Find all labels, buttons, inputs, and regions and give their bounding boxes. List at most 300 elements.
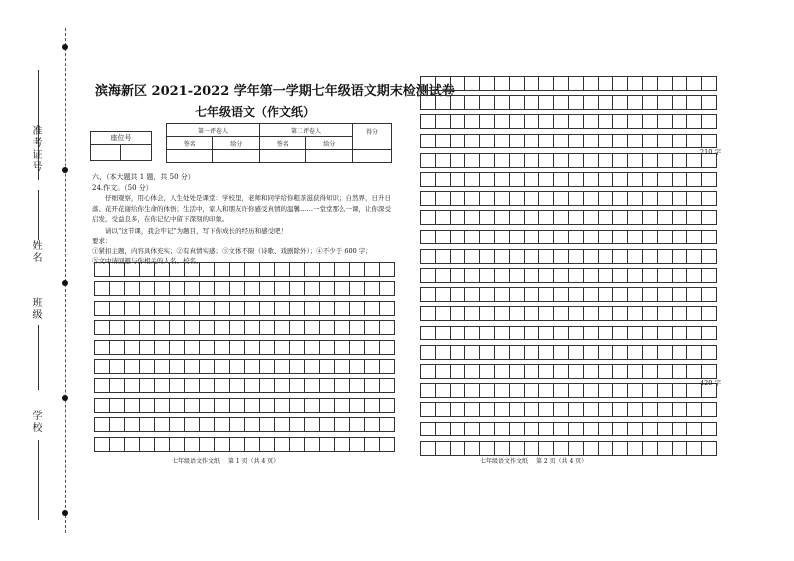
grid-cell[interactable] <box>686 230 702 245</box>
grid-cell[interactable] <box>435 383 451 398</box>
grid-cell[interactable] <box>701 230 717 245</box>
grid-cell[interactable] <box>627 230 643 245</box>
grid-cell[interactable] <box>154 301 170 316</box>
grid-cell[interactable] <box>124 437 140 452</box>
grid-cell[interactable] <box>184 398 200 413</box>
grid-cell[interactable] <box>450 364 466 379</box>
grid-cell[interactable] <box>657 95 673 110</box>
class-field[interactable] <box>38 325 39 390</box>
grid-cell[interactable] <box>509 210 525 225</box>
first-sign-cell[interactable] <box>167 150 213 163</box>
grid-cell[interactable] <box>420 230 436 245</box>
grid-cell[interactable] <box>612 326 628 341</box>
grid-cell[interactable] <box>199 437 215 452</box>
grid-cell[interactable] <box>598 114 614 129</box>
grid-cell[interactable] <box>214 437 230 452</box>
grid-cell[interactable] <box>553 153 569 168</box>
grid-cell[interactable] <box>642 345 658 360</box>
grid-cell[interactable] <box>494 95 510 110</box>
grid-cell[interactable] <box>349 320 365 335</box>
grid-cell[interactable] <box>583 268 599 283</box>
grid-cell[interactable] <box>538 422 554 437</box>
grid-cell[interactable] <box>94 262 110 277</box>
grid-cell[interactable] <box>184 359 200 374</box>
grid-cell[interactable] <box>568 134 584 149</box>
grid-cell[interactable] <box>464 153 480 168</box>
grid-cell[interactable] <box>598 441 614 456</box>
grid-cell[interactable] <box>598 326 614 341</box>
grid-cell[interactable] <box>672 114 688 129</box>
grid-cell[interactable] <box>289 417 305 432</box>
first-points-cell[interactable] <box>213 150 260 163</box>
grid-cell[interactable] <box>657 364 673 379</box>
grid-cell[interactable] <box>568 114 584 129</box>
grid-cell[interactable] <box>435 153 451 168</box>
grid-cell[interactable] <box>229 437 245 452</box>
grid-cell[interactable] <box>686 441 702 456</box>
grid-cell[interactable] <box>154 398 170 413</box>
grid-cell[interactable] <box>364 359 380 374</box>
grid-cell[interactable] <box>319 378 335 393</box>
grid-cell[interactable] <box>464 345 480 360</box>
grid-cell[interactable] <box>701 441 717 456</box>
grid-cell[interactable] <box>524 230 540 245</box>
grid-cell[interactable] <box>334 340 350 355</box>
grid-cell[interactable] <box>139 378 155 393</box>
grid-cell[interactable] <box>334 437 350 452</box>
grid-cell[interactable] <box>124 301 140 316</box>
grid-cell[interactable] <box>494 364 510 379</box>
grid-cell[interactable] <box>509 383 525 398</box>
grid-cell[interactable] <box>494 191 510 206</box>
grid-cell[interactable] <box>420 345 436 360</box>
grid-cell[interactable] <box>524 191 540 206</box>
grid-cell[interactable] <box>319 417 335 432</box>
grid-cell[interactable] <box>494 441 510 456</box>
grid-cell[interactable] <box>450 383 466 398</box>
grid-cell[interactable] <box>553 172 569 187</box>
grid-cell[interactable] <box>450 345 466 360</box>
grid-cell[interactable] <box>109 281 125 296</box>
grid-cell[interactable] <box>583 383 599 398</box>
grid-cell[interactable] <box>304 301 320 316</box>
grid-cell[interactable] <box>642 422 658 437</box>
grid-cell[interactable] <box>627 383 643 398</box>
grid-cell[interactable] <box>420 402 436 417</box>
grid-cell[interactable] <box>672 134 688 149</box>
grid-cell[interactable] <box>450 191 466 206</box>
grid-cell[interactable] <box>435 306 451 321</box>
grid-cell[interactable] <box>642 306 658 321</box>
grid-cell[interactable] <box>154 262 170 277</box>
grid-cell[interactable] <box>229 281 245 296</box>
grid-cell[interactable] <box>672 76 688 91</box>
grid-cell[interactable] <box>672 249 688 264</box>
grid-cell[interactable] <box>627 402 643 417</box>
grid-cell[interactable] <box>304 378 320 393</box>
grid-cell[interactable] <box>686 364 702 379</box>
grid-cell[interactable] <box>124 320 140 335</box>
grid-cell[interactable] <box>379 359 395 374</box>
grid-cell[interactable] <box>199 417 215 432</box>
grid-cell[interactable] <box>94 398 110 413</box>
grid-cell[interactable] <box>553 364 569 379</box>
grid-cell[interactable] <box>612 191 628 206</box>
grid-cell[interactable] <box>568 76 584 91</box>
grid-cell[interactable] <box>450 441 466 456</box>
grid-cell[interactable] <box>364 262 380 277</box>
grid-cell[interactable] <box>672 210 688 225</box>
grid-cell[interactable] <box>139 340 155 355</box>
grid-cell[interactable] <box>701 326 717 341</box>
grid-cell[interactable] <box>124 359 140 374</box>
grid-cell[interactable] <box>244 417 260 432</box>
grid-cell[interactable] <box>583 172 599 187</box>
grid-cell[interactable] <box>583 76 599 91</box>
grid-cell[interactable] <box>420 249 436 264</box>
grid-cell[interactable] <box>139 417 155 432</box>
grid-cell[interactable] <box>672 422 688 437</box>
grid-cell[interactable] <box>450 76 466 91</box>
grid-cell[interactable] <box>598 422 614 437</box>
grid-cell[interactable] <box>94 281 110 296</box>
grid-cell[interactable] <box>199 281 215 296</box>
grid-cell[interactable] <box>598 383 614 398</box>
grid-cell[interactable] <box>464 210 480 225</box>
grid-cell[interactable] <box>244 398 260 413</box>
grid-cell[interactable] <box>657 249 673 264</box>
grid-cell[interactable] <box>319 320 335 335</box>
grid-cell[interactable] <box>154 359 170 374</box>
grid-cell[interactable] <box>672 383 688 398</box>
grid-cell[interactable] <box>686 306 702 321</box>
grid-cell[interactable] <box>464 364 480 379</box>
grid-cell[interactable] <box>169 281 185 296</box>
grid-cell[interactable] <box>319 398 335 413</box>
grid-cell[interactable] <box>364 417 380 432</box>
grid-cell[interactable] <box>479 249 495 264</box>
grid-cell[interactable] <box>538 383 554 398</box>
grid-cell[interactable] <box>598 402 614 417</box>
grid-cell[interactable] <box>435 326 451 341</box>
grid-cell[interactable] <box>184 340 200 355</box>
grid-cell[interactable] <box>612 114 628 129</box>
grid-cell[interactable] <box>420 441 436 456</box>
grid-cell[interactable] <box>420 383 436 398</box>
grid-cell[interactable] <box>494 172 510 187</box>
grid-cell[interactable] <box>214 301 230 316</box>
grid-cell[interactable] <box>494 287 510 302</box>
grid-cell[interactable] <box>524 153 540 168</box>
grid-cell[interactable] <box>289 378 305 393</box>
grid-cell[interactable] <box>494 402 510 417</box>
grid-cell[interactable] <box>701 268 717 283</box>
grid-cell[interactable] <box>672 345 688 360</box>
grid-cell[interactable] <box>259 359 275 374</box>
grid-cell[interactable] <box>479 114 495 129</box>
grid-cell[interactable] <box>509 268 525 283</box>
grid-cell[interactable] <box>450 326 466 341</box>
grid-cell[interactable] <box>538 326 554 341</box>
school-field[interactable] <box>38 440 39 520</box>
grid-cell[interactable] <box>450 210 466 225</box>
grid-cell[interactable] <box>583 153 599 168</box>
grid-cell[interactable] <box>379 398 395 413</box>
grid-cell[interactable] <box>509 114 525 129</box>
grid-cell[interactable] <box>538 306 554 321</box>
grid-cell[interactable] <box>494 249 510 264</box>
grid-cell[interactable] <box>642 230 658 245</box>
grid-cell[interactable] <box>244 320 260 335</box>
grid-cell[interactable] <box>169 340 185 355</box>
grid-cell[interactable] <box>553 383 569 398</box>
grid-cell[interactable] <box>612 95 628 110</box>
grid-cell[interactable] <box>464 402 480 417</box>
grid-cell[interactable] <box>672 153 688 168</box>
grid-cell[interactable] <box>420 172 436 187</box>
grid-cell[interactable] <box>553 249 569 264</box>
grid-cell[interactable] <box>553 422 569 437</box>
grid-cell[interactable] <box>450 134 466 149</box>
grid-cell[interactable] <box>259 398 275 413</box>
grid-cell[interactable] <box>642 114 658 129</box>
grid-cell[interactable] <box>274 281 290 296</box>
grid-cell[interactable] <box>524 402 540 417</box>
grid-cell[interactable] <box>244 301 260 316</box>
grid-cell[interactable] <box>420 268 436 283</box>
grid-cell[interactable] <box>598 191 614 206</box>
grid-cell[interactable] <box>229 378 245 393</box>
grid-cell[interactable] <box>494 114 510 129</box>
grid-cell[interactable] <box>349 417 365 432</box>
grid-cell[interactable] <box>435 345 451 360</box>
grid-cell[interactable] <box>214 281 230 296</box>
grid-cell[interactable] <box>420 134 436 149</box>
grid-cell[interactable] <box>524 210 540 225</box>
grid-cell[interactable] <box>450 172 466 187</box>
grid-cell[interactable] <box>494 76 510 91</box>
grid-cell[interactable] <box>259 417 275 432</box>
grid-cell[interactable] <box>464 268 480 283</box>
grid-cell[interactable] <box>627 345 643 360</box>
grid-cell[interactable] <box>657 306 673 321</box>
grid-cell[interactable] <box>229 340 245 355</box>
grid-cell[interactable] <box>524 422 540 437</box>
grid-cell[interactable] <box>701 114 717 129</box>
grid-cell[interactable] <box>154 320 170 335</box>
grid-cell[interactable] <box>154 417 170 432</box>
grid-cell[interactable] <box>199 340 215 355</box>
grid-cell[interactable] <box>553 210 569 225</box>
grid-cell[interactable] <box>583 134 599 149</box>
grid-cell[interactable] <box>479 134 495 149</box>
grid-cell[interactable] <box>642 364 658 379</box>
grid-cell[interactable] <box>657 268 673 283</box>
grid-cell[interactable] <box>701 422 717 437</box>
grid-cell[interactable] <box>672 191 688 206</box>
grid-cell[interactable] <box>686 345 702 360</box>
grid-cell[interactable] <box>274 320 290 335</box>
grid-cell[interactable] <box>349 378 365 393</box>
grid-cell[interactable] <box>364 301 380 316</box>
grid-cell[interactable] <box>199 378 215 393</box>
grid-cell[interactable] <box>364 378 380 393</box>
grid-cell[interactable] <box>435 172 451 187</box>
grid-cell[interactable] <box>583 326 599 341</box>
grid-cell[interactable] <box>598 230 614 245</box>
grid-cell[interactable] <box>154 378 170 393</box>
grid-cell[interactable] <box>435 287 451 302</box>
grid-cell[interactable] <box>479 210 495 225</box>
grid-cell[interactable] <box>435 402 451 417</box>
grid-cell[interactable] <box>553 345 569 360</box>
grid-cell[interactable] <box>464 422 480 437</box>
grid-cell[interactable] <box>568 383 584 398</box>
grid-cell[interactable] <box>349 262 365 277</box>
grid-cell[interactable] <box>169 417 185 432</box>
grid-cell[interactable] <box>364 320 380 335</box>
grid-cell[interactable] <box>612 153 628 168</box>
grid-cell[interactable] <box>494 422 510 437</box>
grid-cell[interactable] <box>124 417 140 432</box>
grid-cell[interactable] <box>568 95 584 110</box>
grid-cell[interactable] <box>672 172 688 187</box>
grid-cell[interactable] <box>259 320 275 335</box>
grid-cell[interactable] <box>420 114 436 129</box>
grid-cell[interactable] <box>244 281 260 296</box>
grid-cell[interactable] <box>627 134 643 149</box>
grid-cell[interactable] <box>479 402 495 417</box>
grid-cell[interactable] <box>612 134 628 149</box>
grid-cell[interactable] <box>686 326 702 341</box>
grid-cell[interactable] <box>642 441 658 456</box>
grid-cell[interactable] <box>139 320 155 335</box>
grid-cell[interactable] <box>229 398 245 413</box>
grid-cell[interactable] <box>627 191 643 206</box>
grid-cell[interactable] <box>334 417 350 432</box>
grid-cell[interactable] <box>479 383 495 398</box>
grid-cell[interactable] <box>583 422 599 437</box>
grid-cell[interactable] <box>450 402 466 417</box>
grid-cell[interactable] <box>627 210 643 225</box>
grid-cell[interactable] <box>420 153 436 168</box>
grid-cell[interactable] <box>642 172 658 187</box>
grid-cell[interactable] <box>184 378 200 393</box>
grid-cell[interactable] <box>509 249 525 264</box>
grid-cell[interactable] <box>627 326 643 341</box>
grid-cell[interactable] <box>124 398 140 413</box>
grid-cell[interactable] <box>598 249 614 264</box>
grid-cell[interactable] <box>657 441 673 456</box>
grid-cell[interactable] <box>244 359 260 374</box>
grid-cell[interactable] <box>509 287 525 302</box>
grid-cell[interactable] <box>334 398 350 413</box>
grid-cell[interactable] <box>509 230 525 245</box>
grid-cell[interactable] <box>464 76 480 91</box>
grid-cell[interactable] <box>199 359 215 374</box>
grid-cell[interactable] <box>568 326 584 341</box>
grid-cell[interactable] <box>244 437 260 452</box>
grid-cell[interactable] <box>538 402 554 417</box>
grid-cell[interactable] <box>289 320 305 335</box>
grid-cell[interactable] <box>169 320 185 335</box>
grid-cell[interactable] <box>686 95 702 110</box>
grid-cell[interactable] <box>598 172 614 187</box>
grid-cell[interactable] <box>274 262 290 277</box>
grid-cell[interactable] <box>109 320 125 335</box>
grid-cell[interactable] <box>627 268 643 283</box>
grid-cell[interactable] <box>94 320 110 335</box>
grid-cell[interactable] <box>304 340 320 355</box>
grid-cell[interactable] <box>379 378 395 393</box>
grid-cell[interactable] <box>642 95 658 110</box>
grid-cell[interactable] <box>627 306 643 321</box>
grid-cell[interactable] <box>553 76 569 91</box>
grid-cell[interactable] <box>538 249 554 264</box>
grid-cell[interactable] <box>259 437 275 452</box>
grid-cell[interactable] <box>538 95 554 110</box>
grid-cell[interactable] <box>553 134 569 149</box>
grid-cell[interactable] <box>686 268 702 283</box>
grid-cell[interactable] <box>494 383 510 398</box>
grid-cell[interactable] <box>583 191 599 206</box>
grid-cell[interactable] <box>420 191 436 206</box>
grid-cell[interactable] <box>672 306 688 321</box>
grid-cell[interactable] <box>274 340 290 355</box>
grid-cell[interactable] <box>214 262 230 277</box>
grid-cell[interactable] <box>686 114 702 129</box>
grid-cell[interactable] <box>169 398 185 413</box>
grid-cell[interactable] <box>109 359 125 374</box>
grid-cell[interactable] <box>701 210 717 225</box>
grid-cell[interactable] <box>379 437 395 452</box>
grid-cell[interactable] <box>538 114 554 129</box>
grid-cell[interactable] <box>538 172 554 187</box>
grid-cell[interactable] <box>479 306 495 321</box>
grid-cell[interactable] <box>524 114 540 129</box>
grid-cell[interactable] <box>598 268 614 283</box>
grid-cell[interactable] <box>583 230 599 245</box>
grid-cell[interactable] <box>701 306 717 321</box>
grid-cell[interactable] <box>657 76 673 91</box>
grid-cell[interactable] <box>94 417 110 432</box>
grid-cell[interactable] <box>538 153 554 168</box>
grid-cell[interactable] <box>289 359 305 374</box>
grid-cell[interactable] <box>686 249 702 264</box>
grid-cell[interactable] <box>568 210 584 225</box>
grid-cell[interactable] <box>701 249 717 264</box>
name-field[interactable] <box>38 190 39 240</box>
grid-cell[interactable] <box>289 262 305 277</box>
grid-cell[interactable] <box>642 383 658 398</box>
grid-cell[interactable] <box>672 364 688 379</box>
grid-cell[interactable] <box>627 172 643 187</box>
grid-cell[interactable] <box>568 153 584 168</box>
grid-cell[interactable] <box>464 306 480 321</box>
grid-cell[interactable] <box>657 210 673 225</box>
grid-cell[interactable] <box>154 340 170 355</box>
grid-cell[interactable] <box>524 306 540 321</box>
grid-cell[interactable] <box>274 417 290 432</box>
grid-cell[interactable] <box>598 306 614 321</box>
grid-cell[interactable] <box>583 210 599 225</box>
grid-cell[interactable] <box>139 398 155 413</box>
grid-cell[interactable] <box>657 191 673 206</box>
grid-cell[interactable] <box>642 268 658 283</box>
second-sign-cell[interactable] <box>259 150 305 163</box>
grid-cell[interactable] <box>568 306 584 321</box>
grid-cell[interactable] <box>583 402 599 417</box>
